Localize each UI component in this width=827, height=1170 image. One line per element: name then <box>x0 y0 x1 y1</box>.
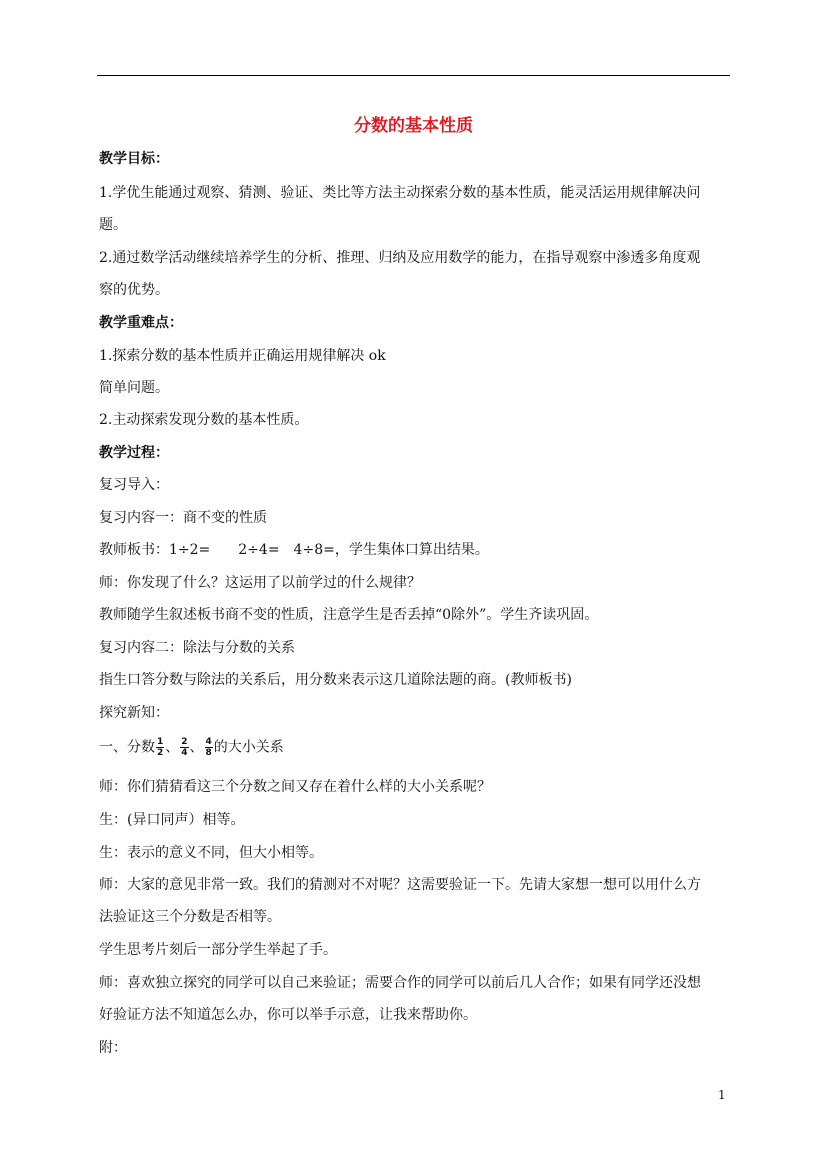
fraction-denominator: 8 <box>205 748 212 758</box>
fraction-one-half <box>156 737 164 758</box>
paragraph-line: 生：(异口同声）相等。 <box>99 812 245 828</box>
fraction-line-suffix: 的大小关系 <box>213 739 284 756</box>
heading-key-points: 教学重难点： <box>99 315 183 331</box>
header-rule <box>97 75 730 76</box>
heading-objectives: 教学目标： <box>99 151 169 167</box>
fraction-two-fourths <box>180 737 188 758</box>
fraction-numerator: 2 <box>181 737 188 747</box>
paragraph-line: 师：喜欢独立探究的同学可以自己来验证；需要合作的同学可以前后几人合作；如果有同学还没想 <box>99 975 701 991</box>
paragraph-line: 简单问题。 <box>99 380 169 396</box>
paragraph-line: 学生思考片刻后一部分学生举起了手。 <box>99 942 337 958</box>
fraction-denominator: 2 <box>157 748 164 758</box>
paragraph-line: 教师随学生叙述板书商不变的性质，注意学生是否丢掉“0除外”。学生齐读巩固。 <box>99 607 599 623</box>
fraction-line-prefix: 一、分数 <box>99 739 155 756</box>
paragraph-line: 指生口答分数与除法的关系后，用分数来表示这几道除法题的商。(教师板书) <box>99 672 572 688</box>
paragraph-line: 生：表示的意义不同，但大小相等。 <box>99 845 323 861</box>
paragraph-line: 2.通过数学活动继续培养学生的分析、推理、归纳及应用数学的能力，在指导观察中渗透多角度观 <box>99 250 701 266</box>
fraction-numerator: 4 <box>205 737 212 747</box>
paragraph-line: 探究新知： <box>99 705 169 721</box>
paragraph-line: 1.探索分数的基本性质并正确运用规律解决 ok <box>99 348 386 364</box>
heading-process: 教学过程： <box>99 445 169 461</box>
paragraph-line: 复习内容一：商不变的性质 <box>99 510 267 526</box>
paragraph-line: 2.主动探索发现分数的基本性质。 <box>99 412 309 428</box>
fraction-separator: 、 <box>165 739 180 756</box>
paragraph-line: 师：你们猜猜看这三个分数之间又存在着什么样的大小关系呢？ <box>99 779 491 795</box>
fraction-line <box>99 737 284 758</box>
paragraph-line: 察的优势。 <box>99 282 169 298</box>
paragraph-line: 复习内容二：除法与分数的关系 <box>99 640 295 656</box>
page-number: 1 <box>718 1088 726 1102</box>
paragraph-line: 题。 <box>99 217 127 233</box>
page-title: 分数的基本性质 <box>354 116 473 136</box>
paragraph-line: 师：你发现了什么？这运用了以前学过的什么规律？ <box>99 575 421 591</box>
paragraph-line: 师：大家的意见非常一致。我们的猜测对不对呢？这需要验证一下。先请大家想一想可以用什么方 <box>99 877 701 893</box>
paragraph-line: 1.学优生能通过观察、猜测、验证、类比等方法主动探索分数的基本性质，能灵活运用规律解决问 <box>99 185 701 201</box>
paragraph-line: 好验证方法不知道怎么办，你可以举手示意，让我来帮助你。 <box>99 1007 477 1023</box>
paragraph-line: 附： <box>99 1040 127 1056</box>
fraction-separator: 、 <box>189 739 204 756</box>
fraction-numerator: 1 <box>157 737 164 747</box>
paragraph-line: 教师板书：1÷2= 2÷4= 4÷8=，学生集体口算出结果。 <box>99 542 489 558</box>
paragraph-line: 法验证这三个分数是否相等。 <box>99 909 281 925</box>
fraction-denominator: 4 <box>181 748 188 758</box>
fraction-four-eighths <box>205 737 213 758</box>
paragraph-line: 复习导入： <box>99 477 169 493</box>
